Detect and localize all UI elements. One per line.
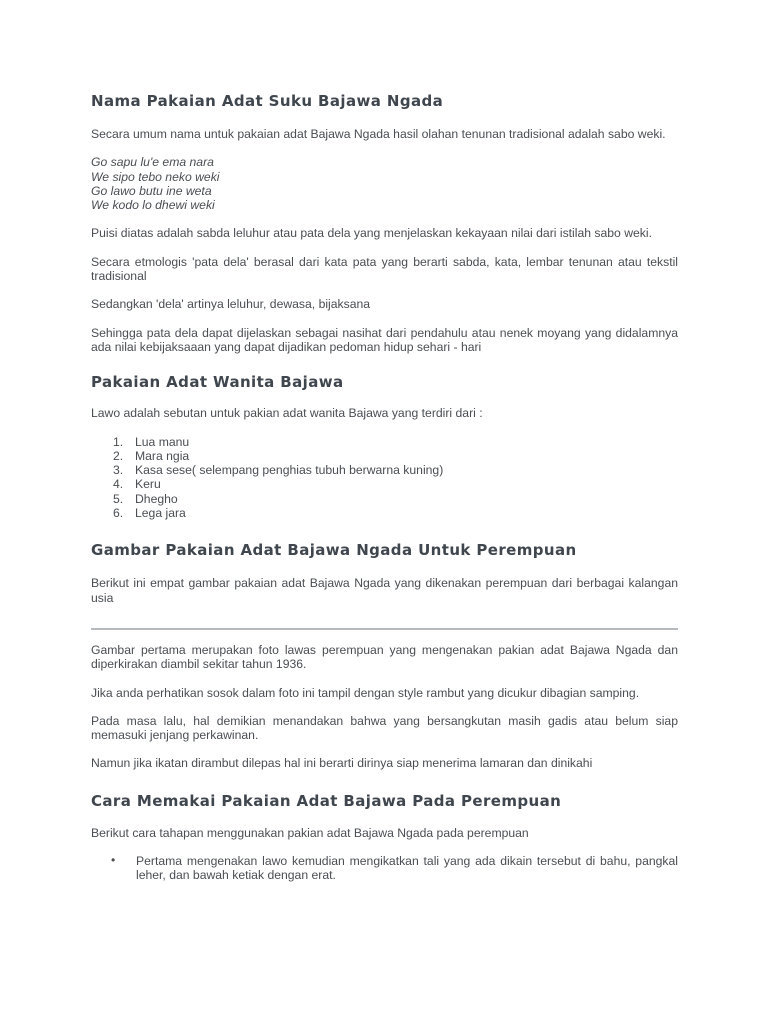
list-item-text: Lua manu [135,434,190,449]
paragraph: Jika anda perhatikan sosok dalam foto ini tampil dengan style rambut yang dicukur dibagian samping. [91,685,640,700]
paragraph: Pada masa lalu, hal demikian menandakan bahwa yang bersangkutan masih gadis atau belum siap memasuki jenjang perkawinan. [91,713,678,743]
list-number: 2. [113,448,124,463]
list-item-text: Lega jara [135,506,186,521]
list-item-text: Dhegho [135,491,178,506]
heading-nama-pakaian: Nama Pakaian Adat Suku Bajawa Ngada [91,92,444,110]
poem-line: We kodo lo dhewi weki [91,198,215,213]
paragraph: Puisi diatas adalah sabda leluhur atau pata dela yang menjelaskan kekayaan nilai dari istilah sabo weki. [91,226,652,241]
paragraph: Gambar pertama merupakan foto lawas perempuan yang mengenakan pakian adat Bajawa Ngada dan diperkirakan diambil sekitar tahun 1936. [91,642,678,672]
paragraph: Sedangkan 'dela' artinya leluhur, dewasa, bijaksana [91,297,371,312]
list-number: 4. [113,477,124,492]
paragraph: Secara umum nama untuk pakaian adat Bajawa Ngada hasil olahan tenunan tradisional adalah sabo weki. [91,127,666,141]
heading-gambar-pakaian: Gambar Pakaian Adat Bajawa Ngada Untuk Perempuan [91,541,577,560]
paragraph: Sehingga pata dela dapat dijelaskan sebagai nasihat dari pendahulu atau nenek moyang yang didalamnya ada nilai kebijaksaaan yang dapat dijadikan pedoman hidup sehari - hari [91,325,678,354]
list-number: 3. [113,463,124,478]
paragraph: Secara etmologis 'pata dela' berasal dari kata pata yang berarti sabda, kata, lembar tenunan atau tekstil tradisional [91,254,678,284]
list-item-text: Kasa sese( selempang penghias tubuh berwarna kuning) [135,463,444,478]
paragraph: Berikut ini empat gambar pakaian adat Bajawa Ngada yang dikenakan perempuan dari berbagai kalangan usia [91,576,678,605]
list-number: 6. [113,506,124,521]
poem-line: Go sapu lu'e ema nara [91,155,214,170]
list-item-text: Mara ngia [135,448,190,463]
heading-pakaian-wanita: Pakaian Adat Wanita Bajawa [91,373,344,392]
heading-cara-memakai: Cara Memakai Pakaian Adat Bajawa Pada Perempuan [91,791,562,810]
list-item-text: Keru [135,477,161,492]
list-item [91,477,678,491]
poem [91,155,678,212]
list-number: 1. [113,434,124,449]
list-number: 5. [113,491,124,506]
numbered-list [91,435,678,521]
paragraph: Berikut cara tahapan menggunakan pakian adat Bajawa Ngada pada perempuan [91,825,529,840]
poem-line: Go lawo butu ine weta [91,183,212,198]
bullet-list [91,854,678,883]
paragraph: Lawo adalah sebutan untuk pakian adat wanita Bajawa yang terdiri dari : [91,406,483,421]
list-item [91,506,678,520]
list-item [91,492,678,506]
list-item [91,449,678,463]
image-placeholder-divider [91,628,678,630]
list-item [91,463,678,477]
list-item-text: Pertama mengenakan lawo kemudian mengikatkan tali yang ada dikain tersebut di bahu, pangkal leher, dan bawah ketiak dengan erat. [136,854,678,883]
list-item [91,854,678,883]
bullet-icon: • [111,853,116,868]
document-content [91,91,678,883]
list-item [91,435,678,449]
poem-line: We sipo tebo neko weki [91,169,220,184]
paragraph: Namun jika ikatan dirambut dilepas hal ini berarti dirinya siap menerima lamaran dan dinikahi [91,756,593,771]
